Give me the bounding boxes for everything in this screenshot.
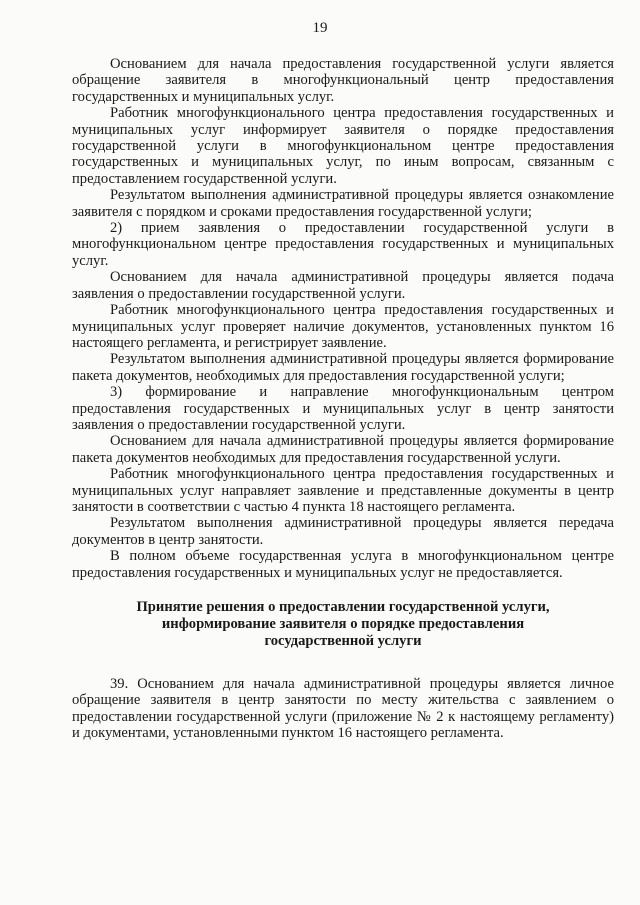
page-number: 19 — [312, 20, 328, 36]
paragraph: Основанием для начала предоставления государственной услуги является обращение заявителя в многофункциональный центр предоставления государственных и муниципальных услуг. — [72, 56, 614, 105]
paragraph: Результатом выполнения административной процедуры является передача документов в центр занятости. — [72, 515, 614, 548]
paragraph: Работник многофункционального центра предоставления государственных и муниципальных услуг информирует заявителя о порядке предоставления государственной услуги в многофункциональном центре предоставления государственных и муниципальных услуг, по иным вопросам, связанным с предоставлением государственной услуги. — [72, 105, 614, 187]
spacer — [72, 650, 614, 676]
section-heading: Принятие решения о предоставлении государственной услуги, информирование заявителя о порядке предоставления государственной услуги — [136, 599, 550, 649]
paragraph: Работник многофункционального центра предоставления государственных и муниципальных услуг направляет заявление и представленные документы в центр занятости в соответствии с частью 4 пункта 18 настоящего регламента. — [72, 466, 614, 515]
paragraph: Основанием для начала административной процедуры является подача заявления о предоставлении государственной услуги. — [72, 269, 614, 302]
paragraph: 2) прием заявления о предоставлении государственной услуги в многофункциональном центре предоставления государственных и муниципальных услуг. — [72, 220, 614, 269]
paragraph: Работник многофункционального центра предоставления государственных и муниципальных услуг проверяет наличие документов, установленных пунктом 16 настоящего регламента, и регистрирует заявление. — [72, 302, 614, 351]
paragraph: В полном объеме государственная услуга в многофункциональном центре предоставления государственных и муниципальных услуг не предоставляется. — [72, 548, 614, 581]
paragraph: Результатом выполнения административной процедуры является ознакомление заявителя с порядком и сроками предоставления государственной услуги; — [72, 187, 614, 220]
paragraph: 3) формирование и направление многофункциональным центром предоставления государственных и муниципальных услуг в центр занятости заявления о предоставлении государственной услуги. — [72, 384, 614, 433]
paragraph: Основанием для начала административной процедуры является формирование пакета документов необходимых для предоставления государственной услуги. — [72, 433, 614, 466]
document-body — [72, 56, 614, 742]
paragraph: Результатом выполнения административной процедуры является формирование пакета документов, необходимых для предоставления государственной услуги; — [72, 351, 614, 384]
paragraph-39: 39. Основанием для начала административной процедуры является личное обращение заявителя в центр занятости по месту жительства с заявлением о предоставлении государственной услуги (приложение № 2 к настоящему регламенту) и документами, установленными пунктом 16 настоящего регламента. — [72, 676, 614, 742]
